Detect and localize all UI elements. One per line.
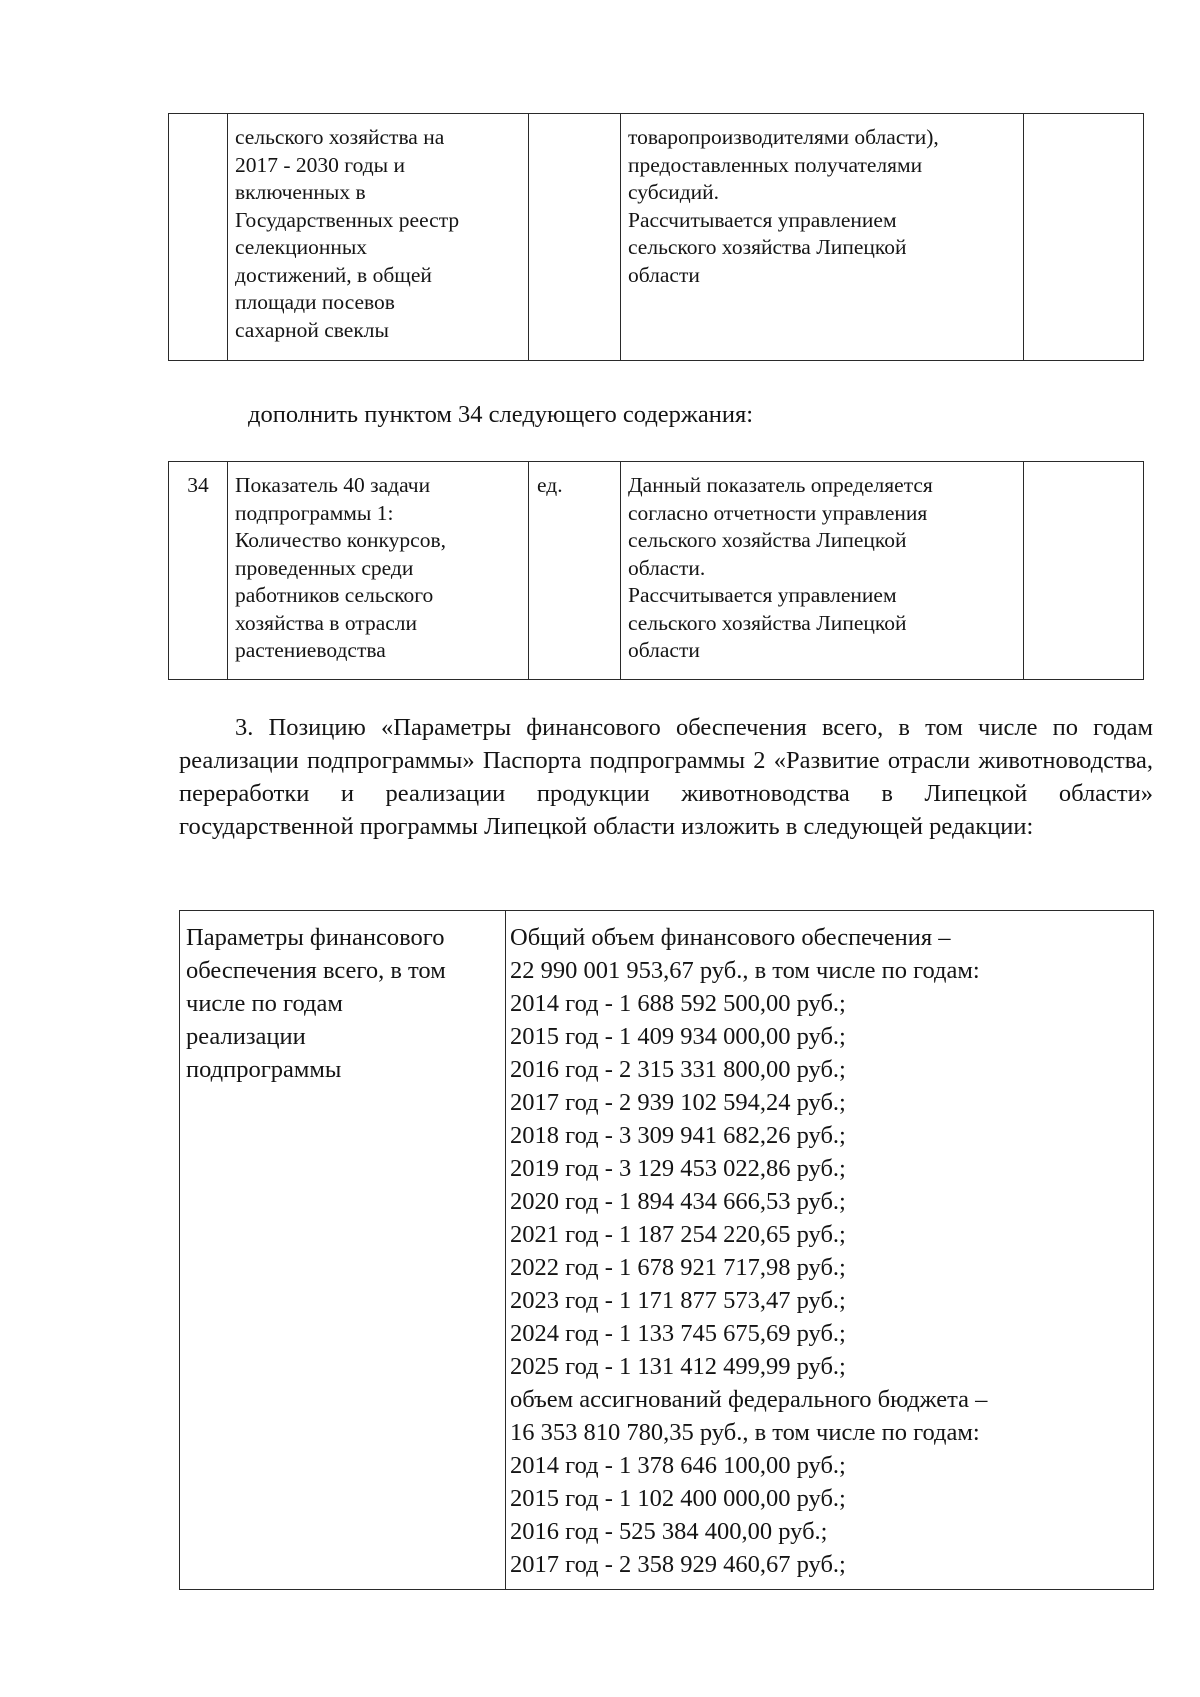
financing-line: 2016 год - 2 315 331 800,00 руб.; bbox=[510, 1056, 846, 1083]
method-cell: товаропроизводителями области), предоставленных получателями субсидий. Рассчитывается управлением сельского хозяйства Липецкой области bbox=[621, 114, 1024, 361]
supplement-text: дополнить пунктом 34 следующего содержания: bbox=[248, 401, 754, 428]
financing-line: Общий объем финансового обеспечения – bbox=[510, 924, 951, 951]
financing-line: 2017 год - 2 358 929 460,67 руб.; bbox=[510, 1551, 846, 1578]
financing-line: 2014 год - 1 378 646 100,00 руб.; bbox=[510, 1452, 846, 1479]
financing-line: 2025 год - 1 131 412 499,99 руб.; bbox=[510, 1353, 846, 1380]
indicator-table-continued bbox=[168, 113, 1144, 361]
unit-cell: ед. bbox=[529, 462, 621, 680]
financing-line: 2018 год - 3 309 941 682,26 руб.; bbox=[510, 1122, 846, 1149]
financing-line: 2019 год - 3 129 453 022,86 руб.; bbox=[510, 1155, 846, 1182]
financing-table bbox=[179, 910, 1154, 1590]
financing-values-cell bbox=[506, 911, 1154, 1590]
indicator-name-cell: Показатель 40 задачи подпрограммы 1: Количество конкурсов, проведенных среди работников сельского хозяйства в отрасли растениеводства bbox=[228, 462, 529, 680]
indicator-name-cell: сельского хозяйства на 2017 - 2030 годы и включенных в Государственных реестр селекционных достижений, в общей площади посевов сахарной свеклы bbox=[228, 114, 529, 361]
row-number-cell bbox=[169, 114, 228, 361]
financing-line: 2021 год - 1 187 254 220,65 руб.; bbox=[510, 1221, 846, 1248]
financing-line: объем ассигнований федерального бюджета – bbox=[510, 1386, 988, 1413]
table-row bbox=[169, 462, 1144, 680]
financing-line: 16 353 810 780,35 руб., в том числе по годам: bbox=[510, 1419, 980, 1446]
note-cell bbox=[1024, 114, 1144, 361]
financing-label-cell: Параметры финансового обеспечения всего, в том числе по годам реализации подпрограммы bbox=[180, 911, 506, 1590]
financing-line: 2015 год - 1 409 934 000,00 руб.; bbox=[510, 1023, 846, 1050]
table-row bbox=[180, 911, 1154, 1590]
financing-line: 2015 год - 1 102 400 000,00 руб.; bbox=[510, 1485, 846, 1512]
paragraph-3: 3. Позицию «Параметры финансового обеспечения всего, в том числе по годам реализации подпрограммы» Паспорта подпрограммы 2 «Развитие отрасли животноводства, переработки и реализации продукции животноводства в Липецкой области» государственной программы Липецкой области изложить в следующей редакции: bbox=[179, 714, 1153, 840]
unit-cell bbox=[529, 114, 621, 361]
financing-line: 2024 год - 1 133 745 675,69 руб.; bbox=[510, 1320, 846, 1347]
financing-line: 22 990 001 953,67 руб., в том числе по годам: bbox=[510, 957, 980, 984]
financing-line: 2022 год - 1 678 921 717,98 руб.; bbox=[510, 1254, 846, 1281]
financing-line: 2020 год - 1 894 434 666,53 руб.; bbox=[510, 1188, 846, 1215]
row-number-cell: 34 bbox=[169, 462, 228, 680]
indicator-table-item-34 bbox=[168, 461, 1144, 680]
method-cell: Данный показатель определяется согласно отчетности управления сельского хозяйства Липецкой области. Рассчитывается управлением сельского хозяйства Липецкой области bbox=[621, 462, 1024, 680]
financing-line: 2016 год - 525 384 400,00 руб.; bbox=[510, 1518, 828, 1545]
financing-line: 2023 год - 1 171 877 573,47 руб.; bbox=[510, 1287, 846, 1314]
financing-line: 2017 год - 2 939 102 594,24 руб.; bbox=[510, 1089, 846, 1116]
table-row bbox=[169, 114, 1144, 361]
note-cell bbox=[1024, 462, 1144, 680]
financing-line: 2014 год - 1 688 592 500,00 руб.; bbox=[510, 990, 846, 1017]
